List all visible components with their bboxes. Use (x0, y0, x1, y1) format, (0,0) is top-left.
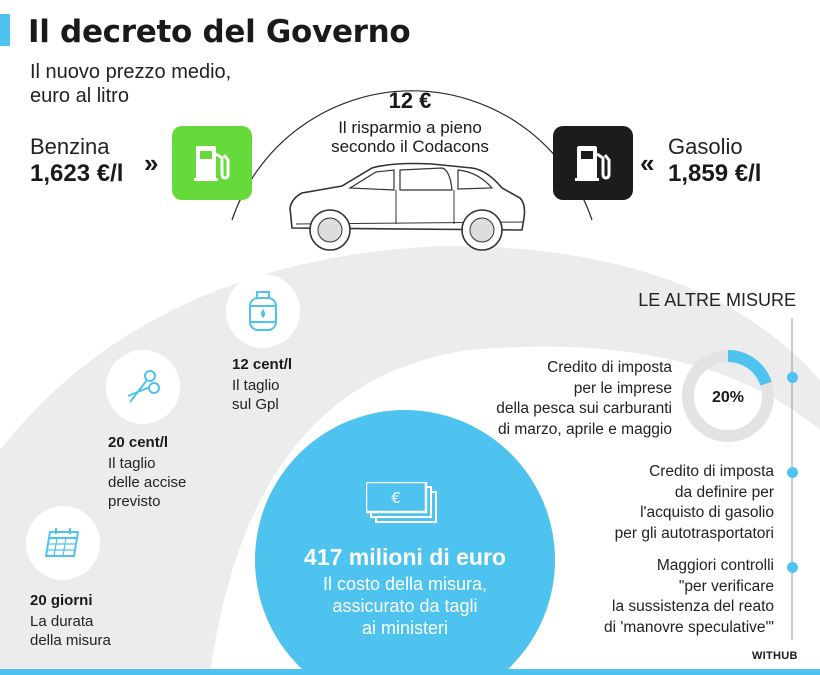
measure-2-dot (787, 467, 798, 478)
gpl-line-1: Il taglio (232, 377, 280, 394)
measure-2-line-1: Credito di imposta (649, 463, 774, 480)
measure-1-line-4: di marzo, aprile e maggio (497, 420, 672, 438)
brand-logo: WITHUB (752, 650, 798, 662)
gpl-icon-circle (226, 274, 300, 348)
scissors-icon (124, 368, 162, 406)
benzina-name: Benzina (30, 134, 110, 159)
durata-block (30, 592, 111, 650)
benzina-pump-box (172, 126, 252, 200)
cost-value: 417 milioni di euro (304, 544, 506, 570)
measure-3-line-3: la sussistenza del reato (612, 598, 774, 615)
accise-block (108, 434, 186, 511)
cost-block (270, 544, 540, 639)
gasolio-pump-box (553, 126, 633, 200)
durata-line-2: della misura (30, 632, 111, 649)
fuel-pump-icon (573, 142, 613, 184)
accise-line-2: delle accise (108, 474, 187, 491)
benzina-label (30, 134, 123, 188)
page-title: Il decreto del Governo (28, 14, 411, 50)
cost-line-2: assicurato da tagli (332, 596, 478, 616)
accise-value: 20 cent/l (108, 434, 169, 451)
gasolio-label (668, 134, 761, 188)
measure-1-line-1: Credito di imposta (547, 359, 672, 376)
title-accent-bar (0, 14, 10, 46)
measure-1-line-3: della pesca sui carburanti (496, 400, 672, 417)
car-icon (282, 158, 532, 253)
percent-donut-arc (728, 356, 766, 384)
measure-2-line-2: da definire per (674, 483, 774, 501)
percent-label: 20% (711, 389, 745, 406)
subtitle-line-1: Il nuovo prezzo medio, (30, 61, 232, 83)
measure-3-dot (787, 562, 798, 573)
gasolio-chevron: « (640, 148, 655, 178)
measure-1-line-2: per le imprese (573, 379, 672, 397)
gpl-block (232, 356, 292, 414)
durata-icon-circle (26, 506, 100, 580)
measure-1-dot (787, 372, 798, 383)
savings-value: 12 € (388, 88, 432, 113)
savings-block (292, 88, 528, 156)
accise-icon-circle (106, 350, 180, 424)
page-subtitle (30, 60, 231, 108)
measure-2-line-4: per gli autotrasportatori (614, 524, 774, 542)
durata-line-1: La durata (30, 613, 94, 630)
measure-3-line-4: di 'manovre speculative'" (604, 618, 774, 636)
svg-text:€: € (391, 489, 401, 507)
benzina-chevron: » (144, 148, 159, 178)
percent-donut (680, 348, 776, 444)
gpl-value: 12 cent/l (232, 356, 293, 373)
subtitle-line-2: euro al litro (30, 85, 129, 107)
calendar-icon (44, 526, 82, 560)
fuel-pump-icon (192, 142, 232, 184)
measure-3-line-1: Maggiori controlli (656, 557, 774, 574)
accise-line-3: previsto (108, 493, 161, 510)
measure-2 (520, 462, 774, 544)
cost-line-3: ai ministeri (361, 618, 449, 638)
gas-cylinder-icon (246, 290, 280, 332)
cost-line-1: Il costo della misura, (322, 574, 488, 594)
gasolio-price: 1,859 €/l (668, 160, 762, 187)
durata-value: 20 giorni (30, 592, 93, 609)
measure-3 (520, 556, 774, 638)
measure-1 (420, 358, 672, 440)
benzina-price: 1,623 €/l (30, 160, 124, 187)
banknotes-icon (366, 482, 440, 526)
measures-heading: LE ALTRE MISURE (638, 290, 796, 310)
gasolio-name: Gasolio (668, 134, 743, 159)
gpl-line-2: sul Gpl (232, 396, 279, 413)
measure-3-line-2: "per verificare (678, 577, 774, 595)
accise-line-1: Il taglio (108, 455, 156, 472)
savings-line-1: Il risparmio a pieno (338, 118, 482, 137)
savings-line-2: secondo il Codacons (331, 137, 489, 156)
measure-2-line-3: l'acquisto di gasolio (640, 504, 774, 521)
